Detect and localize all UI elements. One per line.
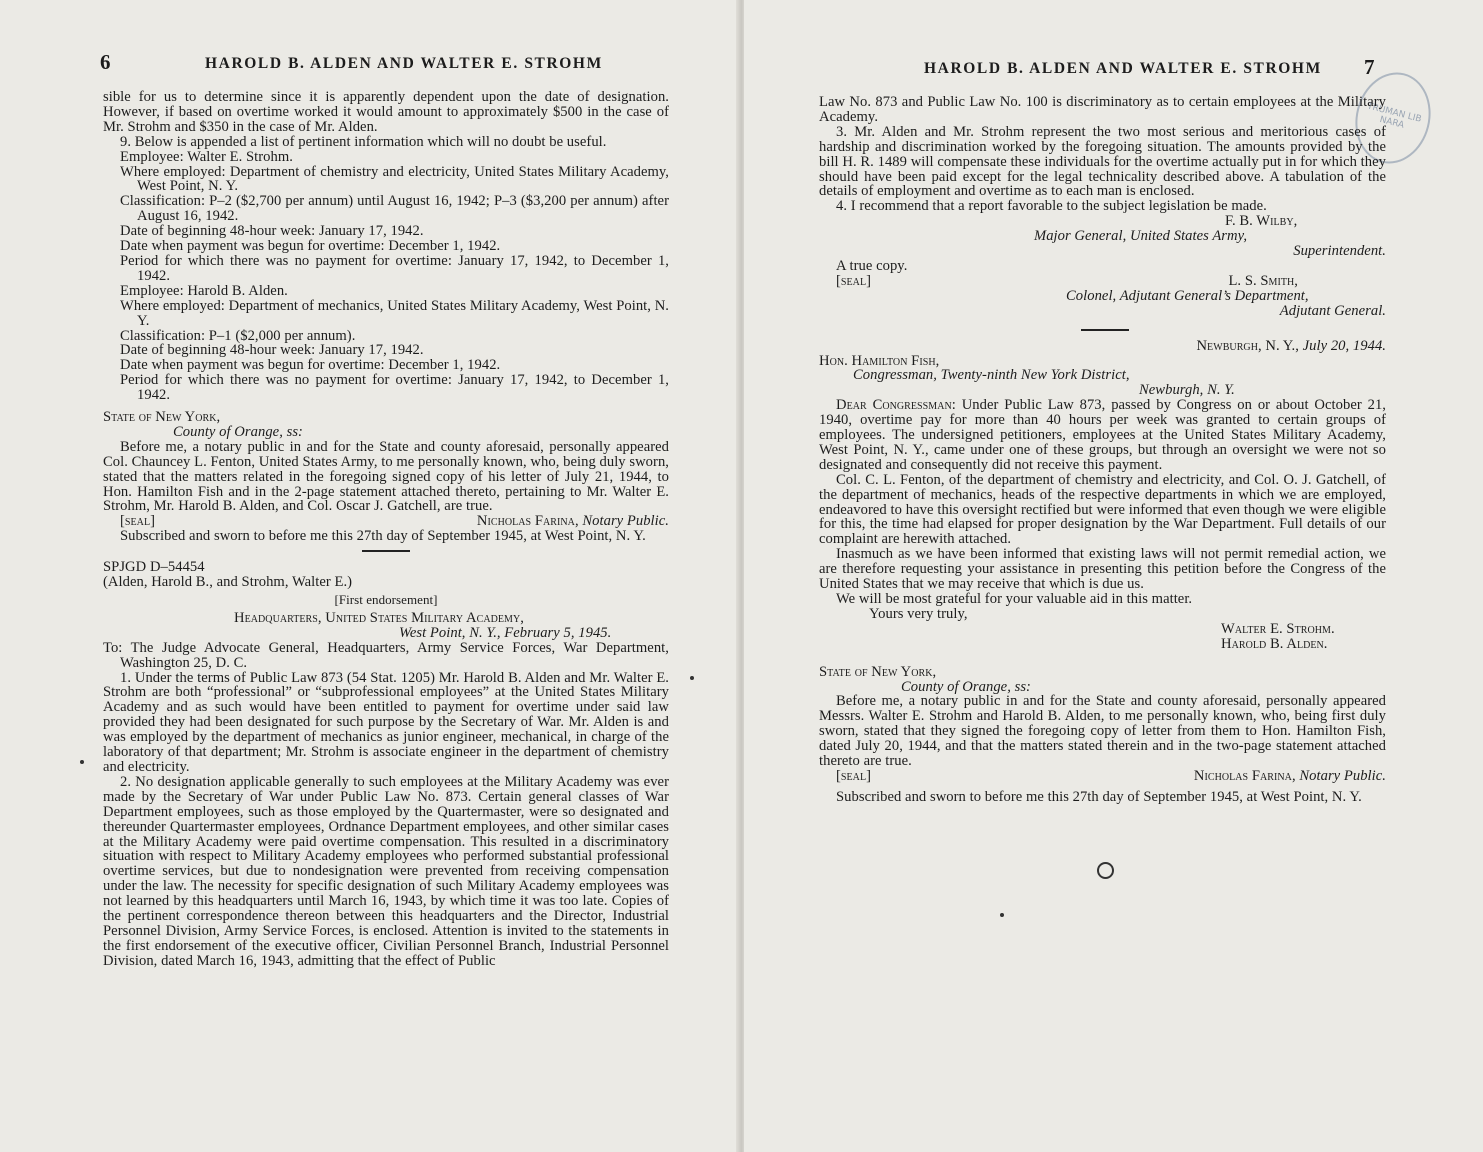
page-number-right: 7	[1364, 55, 1375, 79]
continued-paragraph: sible for us to determine since it is apparently dependent upon the date of designation. However, if based on overtime worked it would amount to approximately $500 in the case of Mr. Strohm and $350 in the case of Mr. Alden.	[103, 89, 669, 135]
notary-paragraph: Before me, a notary public in and for the State and county aforesaid, personally appeared Col. Chauncey L. Fenton, United States Army, to me personally known, who, being duly sworn, stated that the matters related in the foregoing signed copy of his letter of July 21, 1944, to Hon. Hamilton Fish and in the 2-page statement attached thereto, pertaining to Mr. Walter E. Strohm, Mr. Harold B. Alden, and Col. Oscar J. Gatchell, are true.	[103, 438, 669, 515]
letter-paragraph-3: Inasmuch as we have been informed that existing laws will not permit remedial action, we are therefore requesting your assistance in presenting this petition before the Congress of the United States that we may receive that which is due us.	[819, 546, 1386, 593]
running-header-left: HAROLD B. ALDEN AND WALTER E. STROHM	[205, 55, 603, 72]
salutation: Dear Congressman:	[836, 397, 956, 414]
state-heading: State of New York,	[103, 409, 221, 426]
seal-mark: [seal]	[836, 767, 872, 784]
letter-paragraph-4: We will be most grateful for your valuable aid in this matter.	[836, 591, 1193, 607]
headquarters-line: Headquarters, United States Military Academy,	[234, 609, 524, 626]
info-line: Period for which there was no payment for overtime: January 17, 1942, to December 1, 1942.	[120, 252, 669, 284]
addressee-name: Hon. Hamilton Fish,	[819, 352, 940, 369]
info-line: Where employed: Department of mechanics, United States Military Academy, West Point, N. Y.	[120, 297, 669, 329]
employee-info-alden	[103, 284, 669, 403]
info-line: Period for which there was no payment for overtime: January 17, 1942, to December 1, 1942.	[120, 372, 669, 404]
notary-signature-line	[819, 769, 1386, 784]
endorsement-label: [First endorsement]	[334, 592, 438, 607]
section-divider	[362, 550, 410, 552]
dateline-date: July 20, 1944.	[1302, 337, 1386, 354]
notary-title: Notary Public.	[1299, 767, 1386, 784]
paragraph-3: 3. Mr. Alden and Mr. Strohm represent the two most serious and meritorious cases of hardship and discrimination worked by the foregoing situation. The amounts provided by the bill H. R. 1489 will compensate these individuals for the overtime actually put in for which they should have been paid except for the legal technicality described above. A tabulation of the details of employment and overtime as to each man is enclosed.	[819, 123, 1386, 200]
letter-signer-alden: Harold B. Alden.	[1221, 635, 1328, 652]
to-line: To: The Judge Advocate General, Headquarters, Army Service Forces, War Department, Washington 25, D. C.	[103, 639, 669, 671]
signer-title-smith-1: Colonel, Adjutant General’s Department,	[1066, 287, 1309, 304]
right-page-body	[819, 95, 1386, 805]
subscribed-statement: Subscribed and sworn to before me this 27th day of September 1945, at West Point, N. Y.	[836, 788, 1362, 805]
letter-closing: Yours very truly,	[869, 605, 968, 622]
seal-signature-line	[819, 274, 1386, 289]
page-number-left: 6	[100, 50, 111, 74]
addressee-place: Newburgh, N. Y.	[1139, 382, 1235, 399]
info-line: Where employed: Department of chemistry and electricity, United States Military Academy, West Point, N. Y.	[120, 163, 669, 195]
true-copy-note: A true copy.	[836, 257, 908, 274]
info-line: Date of beginning 48-hour week: January 17, 1942.	[120, 342, 424, 359]
section-divider	[1081, 329, 1129, 331]
letter-signer-strohm: Walter E. Strohm.	[1221, 620, 1335, 637]
left-page	[0, 0, 740, 1152]
info-line: Employee: Harold B. Alden.	[120, 282, 288, 299]
employee-info-strohm	[103, 150, 669, 284]
paragraph-1: 1. Under the terms of Public Law 873 (54 Stat. 1205) Mr. Harold B. Alden and Mr. Walter E. Strohm are both “professional” or “subprofessional employees” at the United States Military Academy and as such would have been entitled to payment for overtime under said law provided they had been designated for such purpose by the Secretary of War. Mr. Alden is and was employed by the department of mechanics as junior engineer, mechanical, in charge of the laboratory of that department; Mr. Strohm is associate engineer in the department of chemistry and electricity.	[103, 669, 669, 775]
stamp-text: TRUMAN LIB NARA	[1365, 101, 1423, 131]
left-page-body	[103, 90, 669, 969]
info-line: Classification: P–1 ($2,000 per annum).	[120, 327, 356, 344]
notary-title: Notary Public.	[582, 513, 669, 530]
notary-name: Nicholas Farina,	[476, 513, 579, 530]
right-page	[744, 0, 1483, 1152]
paragraph-9: 9. Below is appended a list of pertinent information which will no doubt be useful.	[120, 133, 607, 150]
signer-title-wilby-2: Superintendent.	[1293, 243, 1386, 260]
notary-name: Nicholas Farina,	[1193, 767, 1296, 784]
info-line: Date when payment was begun for overtime: December 1, 1942.	[120, 238, 501, 255]
running-header-right: HAROLD B. ALDEN AND WALTER E. STROHM	[924, 60, 1322, 77]
seal-mark: [seal]	[836, 272, 872, 289]
paragraph-2: 2. No designation applicable generally to such employees at the Military Academy was ever made by the Secretary of War under Public Law No. 873. Certain general classes of War Department employees, such as those employed by the Quartermaster, were so designated and thereunder Quartermaster employees, Ordnance Department employees, and other similar cases at the Military Academy were paid overtime compensation. This resulted in a discriminatory situation with respect to Military Academy employees who performed substantial professional overtime services, but due to nondesignation were prevented from receiving compensation under the law. The necessity for specific designation of such Military Academy employees was not learned by this headquarters until March 16, 1943, by which time it was too late. Copies of the pertinent correspondence thereon between this headquarters and the Director, Industrial Personnel Division, Army Service Forces, is enclosed. Attention is invited to the statements in the first endorsement of the executive officer, Civilian Personnel Branch, Industrial Personnel Division, dated March 16, 1943, admitting that the effect of Public	[103, 773, 669, 969]
signer-name-wilby: F. B. Wilby,	[1225, 213, 1298, 230]
info-line: Date when payment was begun for overtime: December 1, 1942.	[120, 357, 501, 374]
state-heading: State of New York,	[819, 663, 937, 680]
reference-number: SPJGD D–54454	[103, 559, 205, 576]
seal-mark: [seal]	[120, 513, 156, 530]
county-heading: County of Orange, ss:	[901, 678, 1031, 695]
dateline-place: Newburgh, N. Y.,	[1196, 337, 1299, 354]
info-line: Date of beginning 48-hour week: January 17, 1942.	[120, 223, 424, 240]
info-line: Employee: Walter E. Strohm.	[120, 148, 293, 165]
subscribed-statement: Subscribed and sworn to before me this 27th day of September 1945, at West Point, N. Y.	[120, 528, 646, 545]
paragraph-4: 4. I recommend that a report favorable to the subject legislation be made.	[836, 198, 1267, 215]
notary-signature-line	[103, 514, 669, 529]
ink-spot	[1000, 913, 1004, 917]
ink-spot	[80, 760, 84, 764]
county-heading: County of Orange, ss:	[173, 423, 303, 440]
signer-title-wilby-1: Major General, United States Army,	[1034, 228, 1248, 245]
signer-name-smith: L. S. Smith,	[1228, 272, 1298, 289]
addressee-title: Congressman, Twenty-ninth New York District,	[853, 367, 1130, 384]
circle-mark	[1097, 862, 1114, 879]
notary-paragraph: Before me, a notary public in and for the State and county aforesaid, personally appeared Messrs. Walter E. Strohm and Harold B. Alden, to me personally known, who, being first duly sworn, stated that they signed the foregoing copy of letter from them to Hon. Hamilton Fish, dated July 20, 1944, and that the matters stated therein and in the two-page statement attached thereto are true.	[819, 693, 1386, 770]
continued-paragraph: Law No. 873 and Public Law No. 100 is discriminatory as to certain employees at the Military Academy.	[819, 94, 1386, 125]
info-line: Classification: P–2 ($2,700 per annum) until August 16, 1942; P–3 ($3,200 per annum) after August 16, 1942.	[120, 193, 669, 225]
headquarters-place-date: West Point, N. Y., February 5, 1945.	[399, 624, 612, 641]
letter-paragraph-1: Under Public Law 873, passed by Congress on or about October 21, 1940, overtime pay for more than 40 hours per week was granted to certain groups of employees. The undersigned petitioners, employees at the United States Military Academy, West Point, N. Y., came under one of these groups, but through an oversight we were not so designated and consequently did not receive this payment.	[819, 397, 1387, 473]
letter-paragraph-2: Col. C. L. Fenton, of the department of chemistry and electricity, and Col. O. J. Gatchell, of the department of mechanics, heads of the respective departments in which we are employed, endeavored to have this oversight rectified but were informed that even though we were eligible for this, the time had elapsed for proper designation by the War Department. Full details of our complaint are herewith attached.	[819, 471, 1386, 548]
ink-spot	[690, 676, 694, 680]
reference-names: (Alden, Harold B., and Strohm, Walter E.)	[103, 574, 353, 591]
signer-title-smith-2: Adjutant General.	[1279, 302, 1386, 319]
